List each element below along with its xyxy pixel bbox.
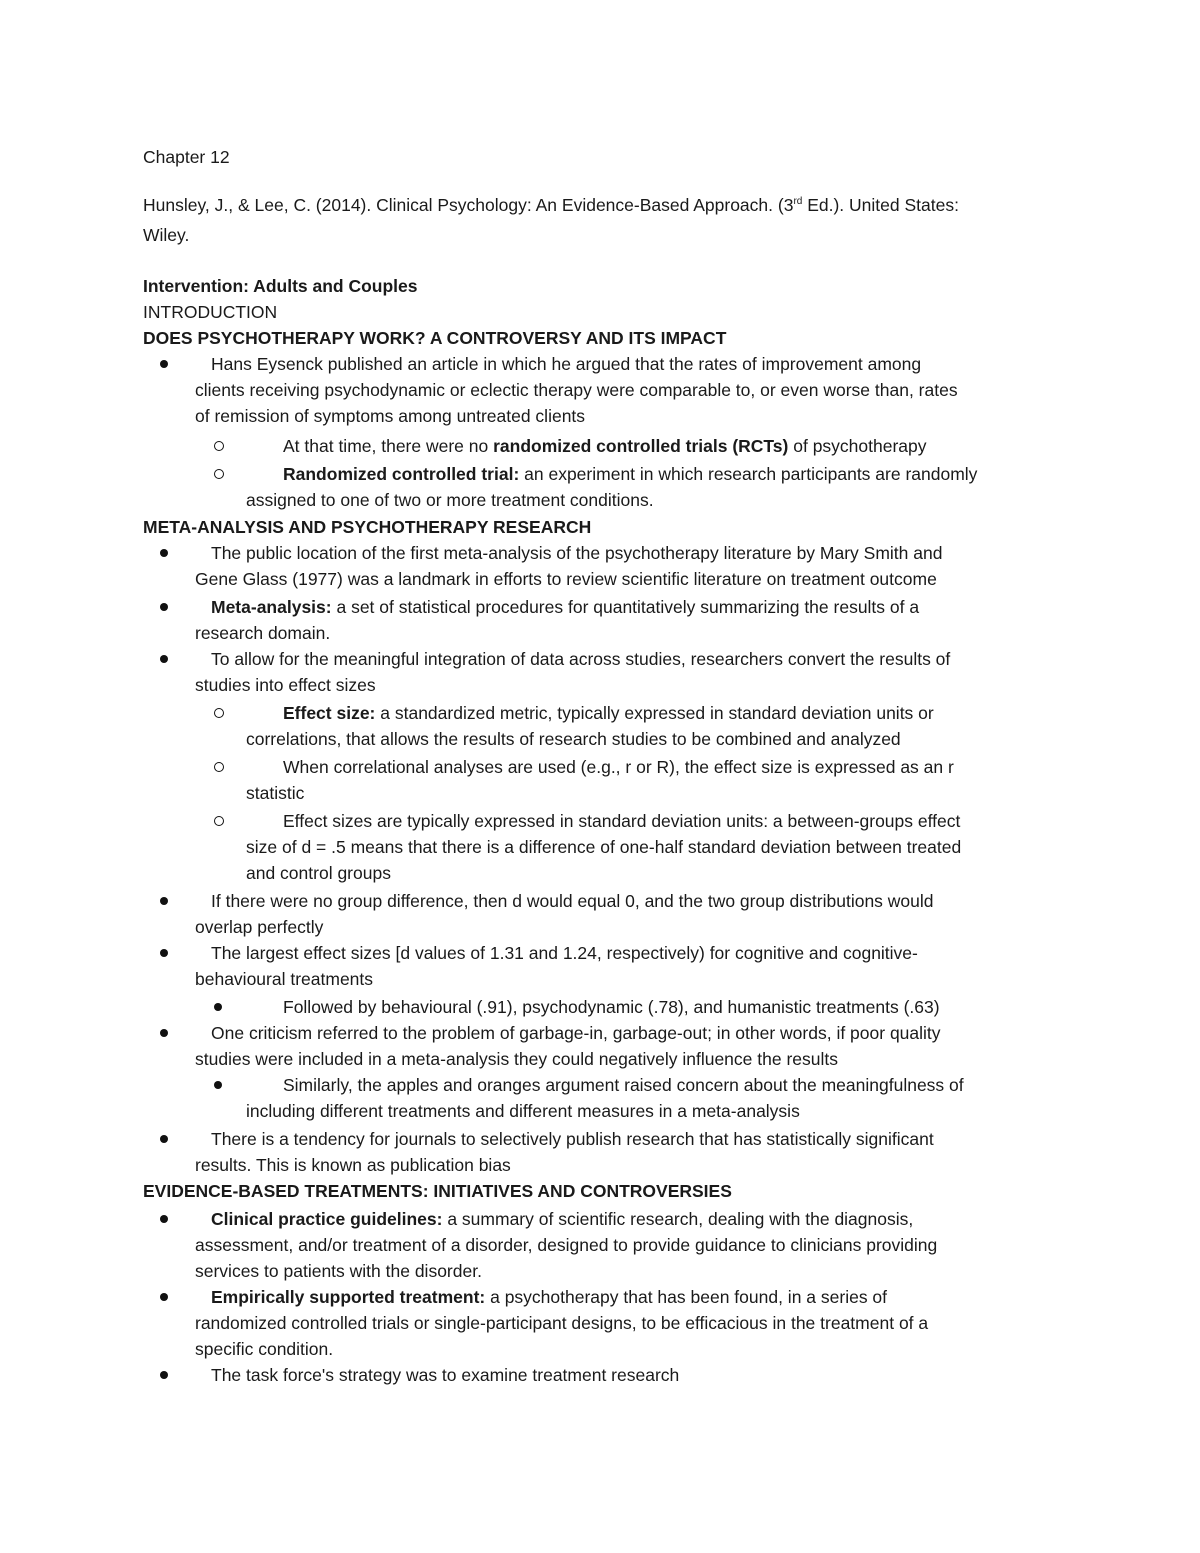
bullet-icon [160,655,168,663]
list-item-text [211,594,919,620]
text-run: a set of statistical procedures for quantitatively summarizing the results of a [331,597,920,617]
circle-bullet-icon [214,708,224,718]
list-item-text: Gene Glass (1977) was a landmark in efforts to review scientific literature on treatment outcome [195,569,937,589]
sub-list-item-text: When correlational analyses are used (e.g., r or R), the effect size is expressed as an r [283,757,954,777]
bullet-icon [160,603,168,611]
bullet-icon [160,549,168,557]
main-heading: Intervention: Adults and Couples [143,276,418,296]
section-heading: DOES PSYCHOTHERAPY WORK? A CONTROVERSY AND ITS IMPACT [143,328,727,348]
text-run: a psychotherapy that has been found, in a series of [485,1287,888,1307]
sub-list-item-text [283,433,927,459]
bold-term: Clinical practice guidelines: [211,1209,443,1229]
list-item-text: results. This is known as publication bias [195,1155,511,1175]
sub-list-item-text: size of d = .5 means that there is a difference of one-half standard deviation between treated [246,837,962,857]
bullet-icon [160,1135,168,1143]
bullet-icon [160,949,168,957]
sub-list-item-text [283,700,934,726]
text-run: an experiment in which research participants are randomly [519,464,978,484]
list-item-text: research domain. [195,623,331,643]
list-item-text: services to patients with the disorder. [195,1261,482,1281]
citation-superscript: rd [793,196,803,208]
sub-list-item-text: Followed by behavioural (.91), psychodynamic (.78), and humanistic treatments (.63) [283,997,940,1017]
list-item-text: The task force's strategy was to examine treatment research [211,1365,680,1385]
text-run: a summary of scientific research, dealing with the diagnosis, [442,1209,914,1229]
bullet-icon [214,1003,222,1011]
bullet-icon [160,1215,168,1223]
list-item-text: randomized controlled trials or single-participant designs, to be efficacious in the treatment of a [195,1313,929,1333]
list-item-text: specific condition. [195,1339,334,1359]
bold-term: Meta-analysis: [211,597,332,617]
citation-text: Hunsley, J., & Lee, C. (2014). Clinical Psychology: An Evidence-Based Approach. (3 [143,195,794,215]
citation-text-end: Ed.). United States: [802,195,959,215]
bold-term: randomized controlled trials (RCTs) [493,436,789,456]
sub-list-item-text: Effect sizes are typically expressed in standard deviation units: a between-groups effect [283,811,961,831]
list-item-text: One criticism referred to the problem of garbage-in, garbage-out; in other words, if poor quality [211,1023,941,1043]
text-run: a standardized metric, typically expressed in standard deviation units or [375,703,934,723]
text-run: At that time, there were no [283,436,494,456]
bold-term: Effect size: [283,703,376,723]
list-item-text: behavioural treatments [195,969,374,989]
bullet-icon [160,1371,168,1379]
list-item-text [211,1284,887,1310]
circle-bullet-icon [214,441,224,451]
list-item-text: The public location of the first meta-analysis of the psychotherapy literature by Mary Smith and [211,543,943,563]
bold-term: Randomized controlled trial: [283,464,520,484]
bullet-icon [160,360,168,368]
circle-bullet-icon [214,469,224,479]
section-heading: META-ANALYSIS AND PSYCHOTHERAPY RESEARCH [143,517,592,537]
sub-list-item-text: assigned to one of two or more treatment conditions. [246,490,654,510]
sub-list-item-text [283,461,977,487]
list-item-text: The largest effect sizes [d values of 1.31 and 1.24, respectively) for cognitive and cognitive- [211,943,918,963]
bullet-icon [160,1293,168,1301]
list-item-text: If there were no group difference, then d would equal 0, and the two group distributions would [211,891,934,911]
sub-list-item-text: correlations, that allows the results of research studies to be combined and analyzed [246,729,901,749]
list-item-text: studies were included in a meta-analysis they could negatively influence the results [195,1049,838,1069]
bullet-icon [214,1081,222,1089]
bullet-icon [160,897,168,905]
list-item-text: assessment, and/or treatment of a disorder, designed to provide guidance to clinicians providing [195,1235,938,1255]
chapter-title: Chapter 12 [143,147,230,167]
intro-heading: INTRODUCTION [143,302,278,322]
sub-list-item-text: and control groups [246,863,391,883]
sub-list-item-text: statistic [246,783,305,803]
citation-publisher: Wiley. [143,225,190,245]
circle-bullet-icon [214,816,224,826]
list-item-text: Hans Eysenck published an article in which he argued that the rates of improvement among [211,354,922,374]
list-item-text: overlap perfectly [195,917,324,937]
list-item-text: studies into effect sizes [195,675,376,695]
list-item-text: clients receiving psychodynamic or eclectic therapy were comparable to, or even worse than, rates [195,380,958,400]
sub-list-item-text: Similarly, the apples and oranges argument raised concern about the meaningfulness of [283,1075,964,1095]
bold-term: Empirically supported treatment: [211,1287,486,1307]
section-heading: EVIDENCE-BASED TREATMENTS: INITIATIVES AND CONTROVERSIES [143,1181,732,1201]
list-item-text [211,1206,913,1232]
list-item-text: To allow for the meaningful integration of data across studies, researchers convert the results of [211,649,951,669]
bullet-icon [160,1029,168,1037]
citation [143,192,959,218]
list-item-text: There is a tendency for journals to selectively publish research that has statistically significant [211,1129,934,1149]
list-item-text: of remission of symptoms among untreated clients [195,406,586,426]
sub-list-item-text: including different treatments and different measures in a meta-analysis [246,1101,800,1121]
circle-bullet-icon [214,762,224,772]
text-run: of psychotherapy [788,436,927,456]
